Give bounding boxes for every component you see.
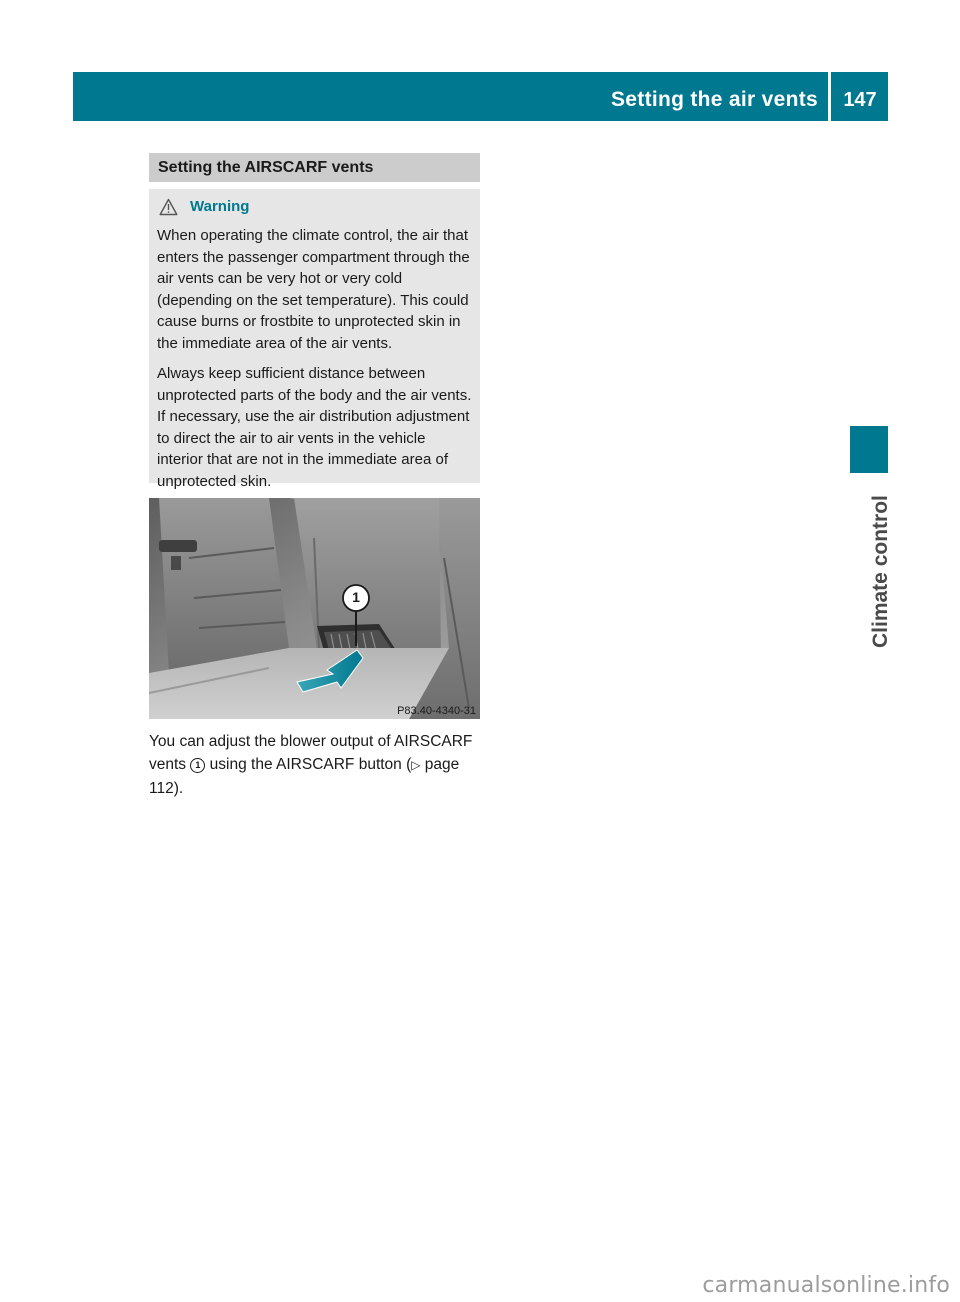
seat-illustration [149,498,480,719]
header-separator [828,72,831,121]
chapter-label: Climate control [869,495,892,648]
callout-marker: 1 [190,758,205,773]
warning-paragraph-2: Always keep sufficient distance between unprotected parts of the body and the air vents. If necessary, use the air distribution adjustment to direct the air to air vents in the vehicle interior that are not in the immediate area of unprotected skin. [157,365,472,490]
warning-box [149,189,480,490]
warning-label: Warning [190,198,250,216]
body-paragraph [149,730,480,800]
figure-callout-number: 1 [352,589,360,605]
warning-paragraph-1: When operating the climate control, the air that enters the passenger compartment through the air vents can be very hot or very cold (depending on the set temperature). This could cause burns or frostbite to unprotected skin in the immediate area of the air vents. [157,227,470,352]
airscarf-vent-illustration [149,498,480,719]
warning-header [157,195,474,219]
page-reference-arrow-icon: ▷ [411,758,421,772]
section-heading: Setting the AIRSCARF vents [149,153,480,182]
page-reference-link[interactable]: page 112). [149,756,460,797]
watermark: carmanualsonline.info [702,1273,950,1298]
figure-code: P83.40-4340-31 [397,705,476,717]
body-text-before: You can adjust the blower output of AIRSCARF vents [149,733,473,773]
header-title: Setting the air vents [610,88,818,111]
page-header [73,72,888,121]
warning-triangle-icon [159,198,178,216]
page-number: 147 [843,89,877,111]
chapter-tab [850,426,888,473]
body-text-middle: using the AIRSCARF button ( [205,756,412,773]
